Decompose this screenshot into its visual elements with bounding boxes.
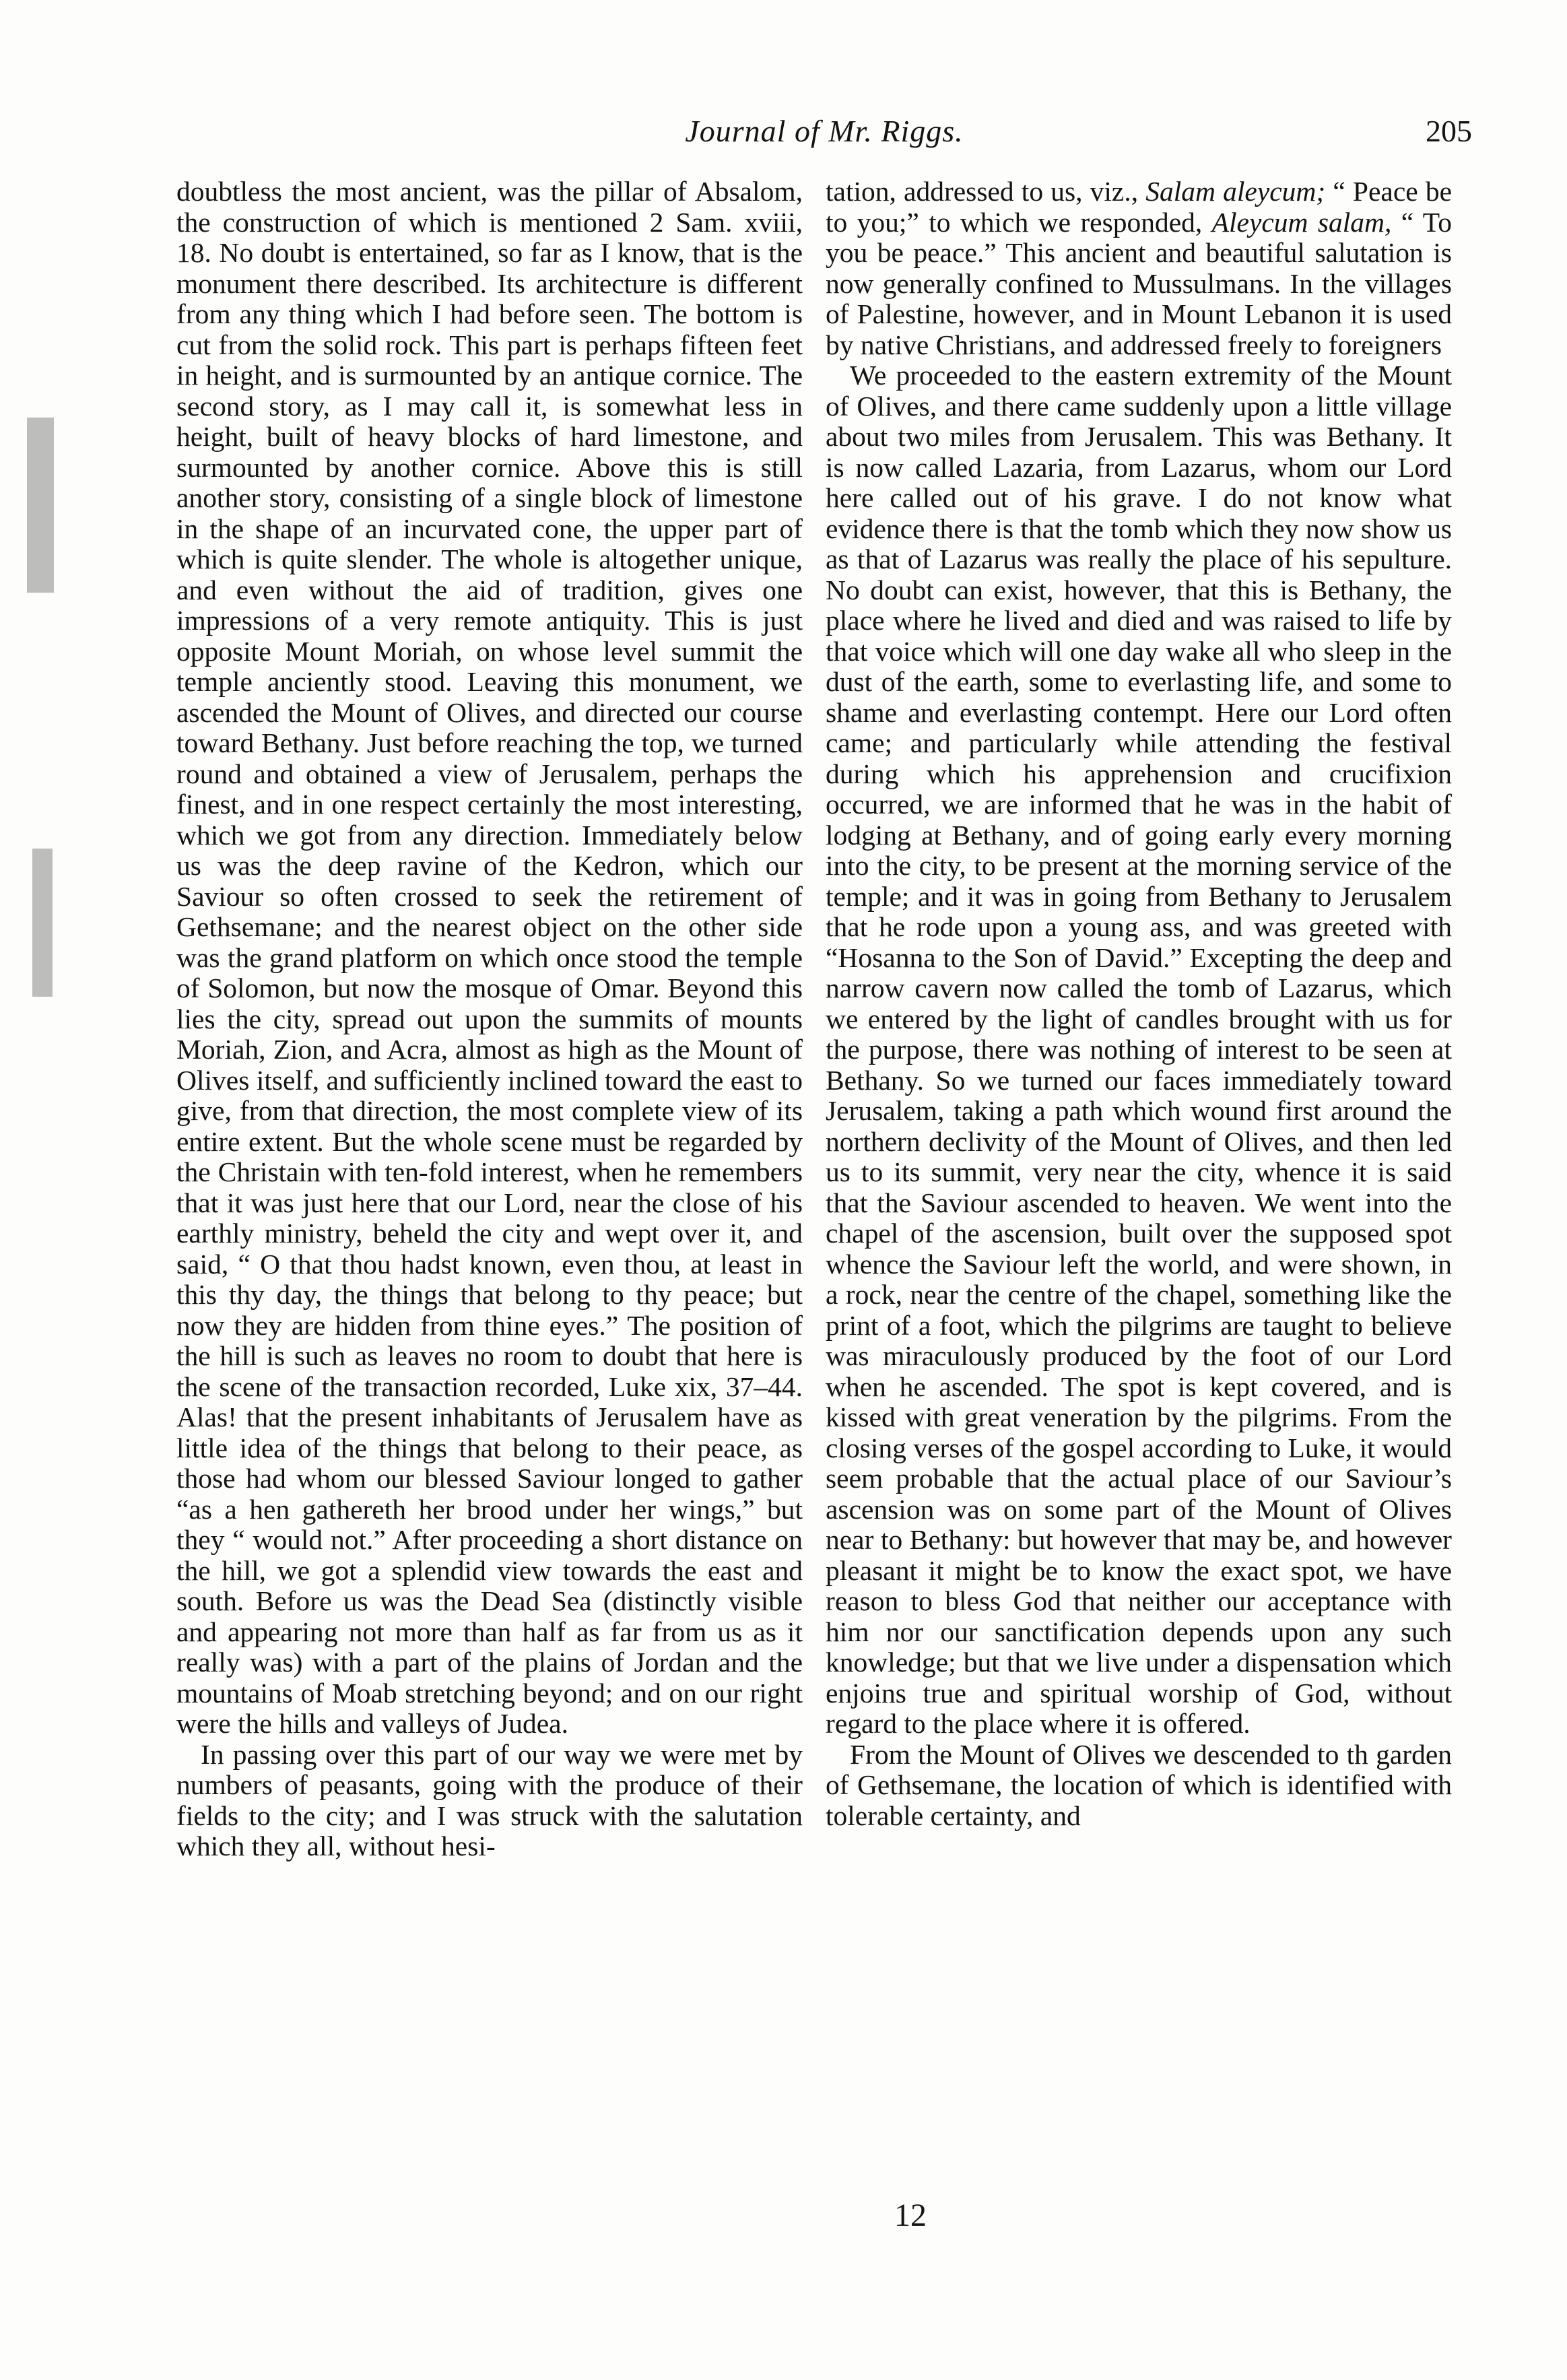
italic-response: Aleycum salam, xyxy=(1211,206,1392,238)
left-column xyxy=(176,176,803,2170)
scan-edge-mark xyxy=(27,418,54,593)
signature-mark: 12 xyxy=(894,2197,927,2233)
paragraph: We proceeded to the eastern extremity of the Mount of Olives, and there came suddenly upon a little village about two miles from Jerusalem. This was Bethany. It is now called Lazaria, from Lazarus, whom our Lord here called out of his grave. I do not know what evidence there is that the tomb which they now show us as that of Lazarus was really the place of his sepulture. No doubt can exist, however, that this is Bethany, the place where he lived and died and was raised to life by that voice which will one day wake all who sleep in the dust of the earth, some to everlasting life, and some to shame and everlasting contempt. Here our Lord often came; and particularly while attending the festival during which his apprehension and crucifixion occurred, we are informed that he was in the habit of lodging at Bethany, and of going early every morning into the city, to be present at the morning service of the temple; and it was in going from Bethany to Jerusalem that he rode upon a young ass, and was greeted with “Hosanna to the Son of David.” Excepting the deep and narrow cavern now called the tomb of Lazarus, which we entered by the light of candles brought with us for the purpose, there was nothing of interest to be seen at Bethany. So we turned our faces immediately toward Jerusalem, taking a path which wound first around the northern declivity of the Mount of Olives, and then led us to its summit, very near the city, whence it is said that the Saviour ascended to heaven. We went into the chapel of the ascension, built over the supposed spot whence the Saviour left the world, and were shown, in a rock, near the centre of the chapel, something like the print of a foot, which the pilgrims are taught to believe was miraculously produced by the foot of our Lord when he ascended. The spot is kept covered, and is kissed with great veneration by the pilgrims. From the closing verses of the gospel according to Luke, it would seem probable that the actual place of our Saviour’s ascension was on some part of the Mount of Olives near to Bethany: but however that may be, and however pleasant it might be to know the exact spot, we have reason to bless God that neither our acceptance with him nor our sanctification depends upon any such knowledge; but that we live under a dispensation which enjoins true and spiritual worship of God, without regard to the place where it is offered. xyxy=(826,360,1452,1739)
paragraph: From the Mount of Olives we descended to th garden of Gethsemane, the location of which is identified with tolerable certainty, and xyxy=(826,1738,1452,1831)
running-title: Journal of Mr. Riggs. xyxy=(685,114,964,148)
scan-edge-mark xyxy=(32,849,53,997)
paragraph: doubtless the most ancient, was the pillar of Absalom, the construction of which is mentioned 2 Sam. xviii, 18. No doubt is entertained, so far as I know, that is the monument there described. Its architecture is different from any thing which I had before seen. The bottom is cut from the solid rock. This part is perhaps fifteen feet in height, and is surmounted by an antique cornice. The second story, as I may call it, is somewhat less in height, built of heavy blocks of hard limestone, and surmounted by another cornice. Above this is still another story, consisting of a single block of limestone in the shape of an incurvated cone, the upper part of which is quite slender. The whole is altogether unique, and even without the aid of tradition, gives one impressions of a very remote antiquity. This is just opposite Mount Moriah, on whose level summit the temple anciently stood. Leaving this monument, we ascended the Mount of Olives, and directed our course toward Bethany. Just before reaching the top, we turned round and obtained a view of Jerusalem, perhaps the finest, and in one respect certainly the most interesting, which we got from any direction. Immediately below us was the deep ravine of the Kedron, which our Saviour so often crossed to seek the retirement of Gethsemane; and the nearest object on the other side was the grand platform on which once stood the temple of Solomon, but now the mosque of Omar. Beyond this lies the city, spread out upon the summits of mounts Moriah, Zion, and Acra, almost as high as the Mount of Olives itself, and sufficiently inclined toward the east to give, from that direction, the most complete view of its entire extent. But the whole scene must be regarded by the Christain with ten-fold interest, when he remembers that it was just here that our Lord, near the close of his earthly ministry, beheld the city and wept over it, and said, “ O that thou hadst known, even thou, at least in this thy day, the things that belong to thy peace; but now they are hidden from thine eyes.” The position of the hill is such as leaves no room to doubt that here is the scene of the transaction recorded, Luke xix, 37–44. Alas! that the present inhabitants of Jerusalem have as little idea of the things that belong to their peace, as those had whom our blessed Saviour longed to gather “as a hen gathereth her brood under her wings,” but they “ would not.” After proceeding a short distance on the hill, we got a splendid view towards the east and south. Before us was the Dead Sea (distinctly visible and appearing not more than half as far from us as it really was) with a part of the plains of Jordan and the mountains of Moab stretching beyond; and on our right were the hills and valleys of Judea. xyxy=(176,176,803,1739)
text-run: “ Peace be to you;” to which we responded, xyxy=(826,176,1452,238)
right-column xyxy=(826,176,1452,2170)
text-run: “ To you be peace.” This ancient and beautiful salutation is now generally confined to Mussulmans. In the villages of Palestine, however, and in Mount Lebanon it is used by native Christians, and addressed freely to foreigners xyxy=(826,206,1452,360)
italic-greeting: Salam aleycum; xyxy=(1145,176,1326,207)
running-head xyxy=(176,113,1472,154)
text-run: tation, addressed to us, viz., xyxy=(826,176,1146,207)
page-number: 205 xyxy=(1426,114,1472,148)
paragraph xyxy=(826,176,1452,360)
paragraph: In passing over this part of our way we were met by numbers of peasants, going with the produce of their fields to the city; and I was struck with the salutation which they all, without hesi- xyxy=(176,1738,803,1861)
